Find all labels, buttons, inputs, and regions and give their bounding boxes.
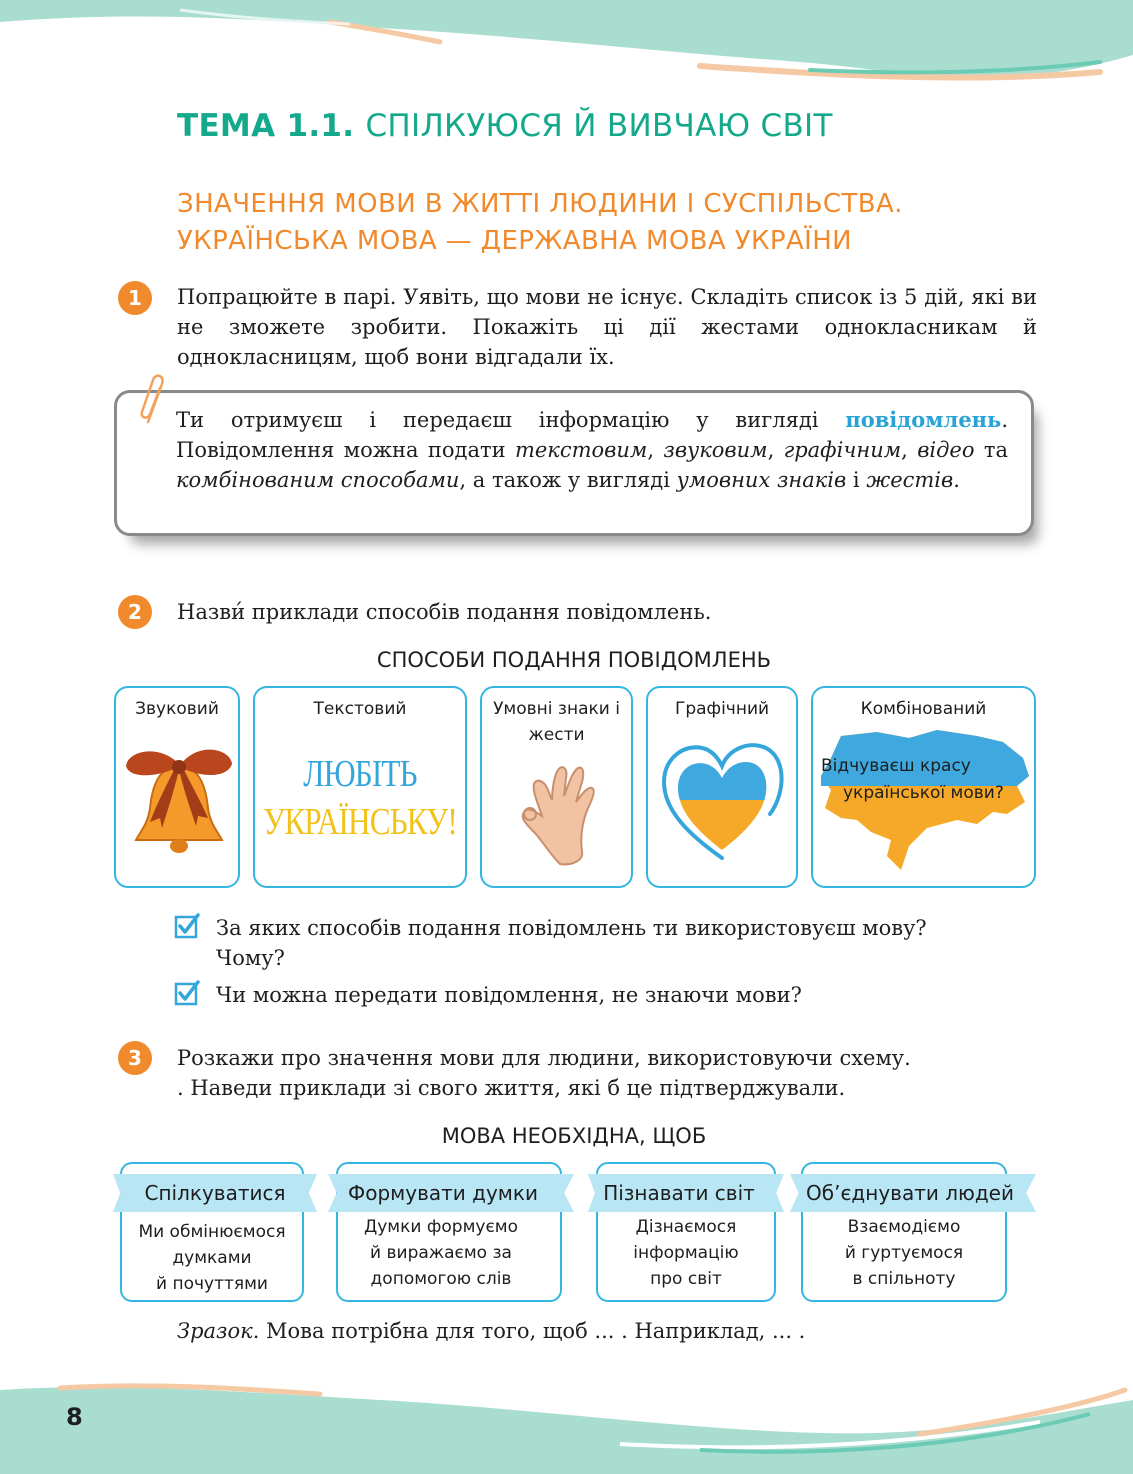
lesson-subtitle	[177, 186, 1057, 260]
scheme-description: Взаємодіємо й гуртуємося в спільноту	[844, 1217, 964, 1289]
method-card-combined	[811, 686, 1036, 888]
heart-icon	[658, 738, 788, 868]
bottom-wave-decoration	[0, 1370, 1133, 1474]
method-card-gestures	[480, 686, 633, 888]
scheme-title: Об’єднувати людей	[806, 1181, 1014, 1205]
info-text: Ти отримуєш і передаєш інформацію у вигляді повідомлень. Повідомлення можна подати текстовим, звуковим, графічним, відео та комбінованим способами, а також у вигляді умовних знаків і жестів.	[176, 407, 1008, 492]
scheme-description: Ми обмінюємося думками й почуттями	[138, 1222, 286, 1294]
task-2-text: Назви́ приклади способів подання повідомлень.	[177, 600, 712, 624]
method-label: Звуковий	[135, 699, 219, 719]
subtitle-line-1: ЗНАЧЕННЯ МОВИ В ЖИТТІ ЛЮДИНИ І СУСПІЛЬСТВА.	[177, 189, 903, 219]
sample-text: Зразок. Мова потрібна для того, щоб ... . Наприклад, ... .	[177, 1319, 806, 1343]
checkbox-icon	[174, 980, 200, 1006]
slogan-line-1: ЛЮБІТЬ	[303, 753, 417, 795]
map-text-line-2: української мови?	[843, 783, 1004, 803]
task-number-1: 1	[118, 281, 152, 315]
topic-name: СПІЛКУЮСЯ Й ВИВЧАЮ СВІТ	[365, 108, 833, 144]
method-label: Графічний	[674, 699, 770, 719]
method-label: Текстовий	[313, 699, 407, 719]
scheme-description: Думки формуємо й виражаємо за допомогою слів	[363, 1217, 519, 1289]
task-1-text: Попрацюйте в парі. Уявіть, що мови не існує. Складіть список із 5 дій, які ви не зможете зробити. Покажіть ці дії жестами однокласникам й однокласницям, щоб вони відгадали їх.	[177, 285, 1037, 369]
question-1: За яких способів подання повідомлень ти використовуєш мову? Чому?	[216, 916, 927, 970]
top-wave-decoration	[0, 0, 1133, 92]
sample-label: Зразок	[177, 1319, 253, 1343]
topic-label: ТЕМА 1.1.	[177, 108, 355, 144]
task-number-3: 3	[118, 1041, 152, 1075]
methods-caption: СПОСОБИ ПОДАННЯ ПОВІДОМЛЕНЬ	[376, 648, 772, 672]
question-2: Чи можна передати повідомлення, не знаючи мови?	[216, 983, 802, 1007]
method-label: Комбінований	[860, 699, 987, 719]
task-number-2: 2	[118, 595, 152, 629]
task-3-text: Розкажи про значення мови для людини, використовуючи схему. . Наведи приклади зі свого життя, які б це підтверджували.	[177, 1046, 911, 1100]
topic-title	[177, 108, 833, 144]
paperclip-icon	[138, 372, 172, 428]
scheme-title: Спілкуватися	[144, 1181, 286, 1205]
method-card-text	[253, 686, 467, 888]
scheme-description: Дізнаємося інформацію про світ	[633, 1217, 739, 1289]
page-number: 8	[66, 1403, 83, 1431]
scheme-caption: МОВА НЕОБХІДНА, ЩОБ	[441, 1124, 707, 1148]
method-label: Умовні знаки і жести	[493, 699, 620, 745]
bell-icon	[120, 736, 238, 856]
slogan-line-2: УКРАЇНСЬКУ!	[263, 801, 457, 843]
scheme-title: Пізнавати світ	[603, 1181, 755, 1205]
scheme-title: Формувати думки	[348, 1181, 538, 1205]
hand-gesture-icon	[512, 756, 602, 866]
map-text-line-1: Відчуваєш красу	[821, 756, 971, 776]
term-messages: повідомлень	[845, 407, 1002, 432]
checkbox-icon	[174, 913, 200, 939]
method-card-graphic	[646, 686, 798, 888]
subtitle-line-2: УКРАЇНСЬКА МОВА — ДЕРЖАВНА МОВА УКРАЇНИ	[177, 226, 853, 256]
method-card-sound	[114, 686, 240, 888]
